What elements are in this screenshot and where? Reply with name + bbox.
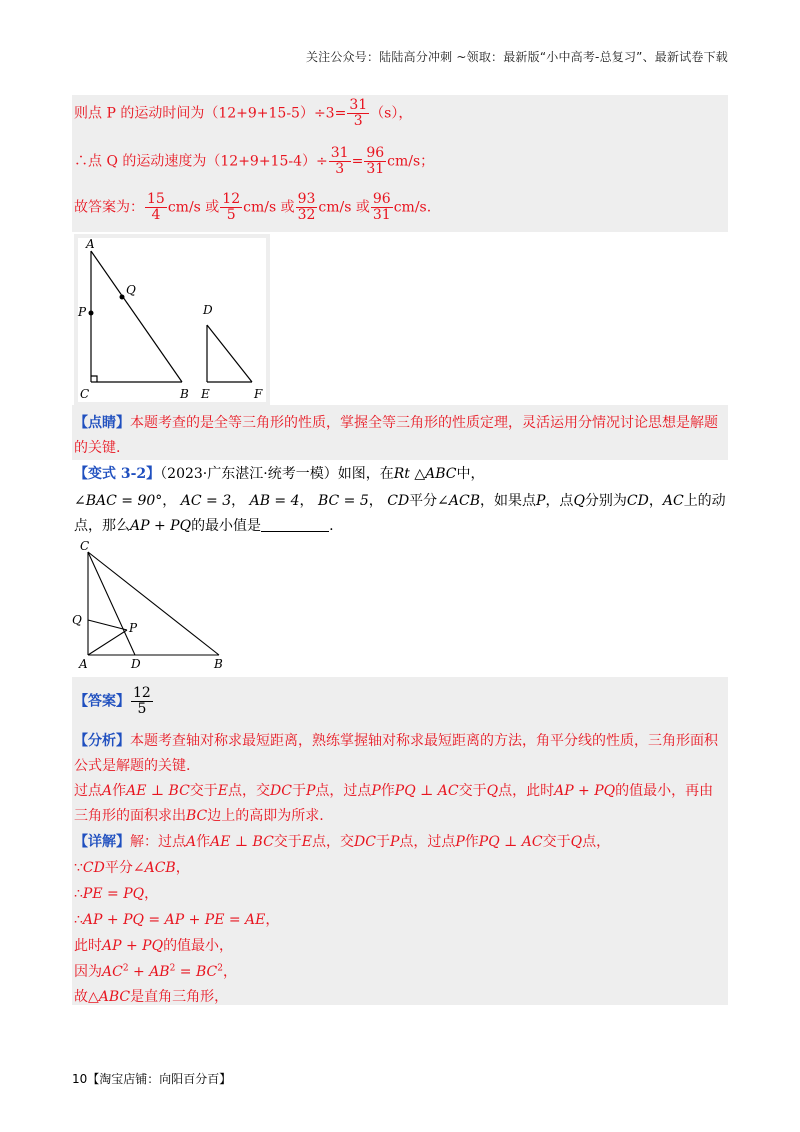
analysis-line-4: 三角形的面积求出BC边上的高即为所求. [74,808,324,824]
point-q [120,295,125,300]
detail-line-2: ∵CD平分∠ACB， [74,860,190,876]
detail-line-5: 此时AP + PQ的值最小， [74,938,234,954]
detail-line-7: 故△ABC是直角三角形， [74,989,229,1005]
label-q: Q [72,613,82,627]
comment-line-2: 的关键. [74,440,121,456]
point-p [89,311,94,316]
segment-ap [88,630,127,655]
triangle-figure-1 [74,234,270,406]
analysis-line-3: 过点A作AE ⊥ BC交于E点，交DC于P点，过点P作PQ ⊥ AC交于Q点，此时AP + PQ的值最小，再由 [74,783,714,799]
answer-blank [261,517,329,532]
label-f: F [254,387,263,401]
answer-line: 【答案】 $\frac{12}{5}$ [74,685,151,717]
detail-line-3: ∴PE = PQ， [74,886,159,902]
analysis-line-1: 【分析】本题考查轴对称求最短距离，熟练掌握轴对称求最短距离的方法，角平分线的性质，三角形面积 [74,733,718,749]
problem-line-2: ∠BAC = 90°， AC = 3， AB = 4， BC = 5， CD平分∠ACB，如果点P，点Q分别为CD，AC上的动 [74,493,726,509]
solution-line-1: 则点 P 的运动时间为（12+9+15-5）÷3= $\frac{31}{3}$ （s）， [74,97,413,129]
label-p: P [78,305,87,319]
triangle-figure-2 [68,538,238,670]
problem-line-3: 点，那么AP + PQ的最小值是 . [74,518,334,534]
footer-shop-text: 【淘宝店铺：向阳百分百】 [87,1072,232,1086]
side-cb [88,552,219,655]
label-c: C [80,539,90,553]
label-d: D [131,657,141,670]
problem-line-1: 【变式 3-2】（2023·广东湛江·统考一模）如图，在Rt △ABC中， [74,466,485,482]
label-a: A [86,237,95,251]
comment-line-1: 【点睛】本题考查的是全等三角形的性质，掌握全等三角形的性质定理，灵活运用分情况讨论思想是解题 [74,415,718,431]
label-p: P [129,621,138,635]
label-e: E [201,387,210,401]
label-b: B [214,657,223,670]
label-q: Q [126,283,136,297]
label-b: B [180,387,189,401]
solution-line-2: ∴点 Q 的运动速度为（12+9+15-4）÷ $\frac{31}{3}$ = $\frac{96}{31}$ cm/s； [74,145,435,177]
label-d: D [203,303,213,317]
page-footer [72,1070,231,1087]
label-c: C [80,387,90,401]
detail-line-6: 因为$AC^2 + AB^2 = BC^2$， [74,963,237,980]
page-number: 10 [72,1072,88,1086]
solution-line-3: 故答案为： $\frac{15}{4}$ cm/s 或 $\frac{12}{5}$ cm/s 或 $\frac{93}{32}$ cm/s 或 $\frac{96}{31}$ cm/s. [74,191,432,223]
detail-line-1: 【详解】解：过点A作AE ⊥ BC交于E点，交DC于P点，过点P作PQ ⊥ AC交于Q点， [74,834,611,850]
analysis-line-2: 公式是解题的关键. [74,758,191,774]
detail-line-4: ∴AP + PQ = AP + PE = AE， [74,912,280,928]
label-a: A [79,657,88,670]
header-note: 关注公众号：陆陆高分冲刺 ~领取：最新版“小中高考-总复习”、最新试卷下载 [305,50,728,64]
